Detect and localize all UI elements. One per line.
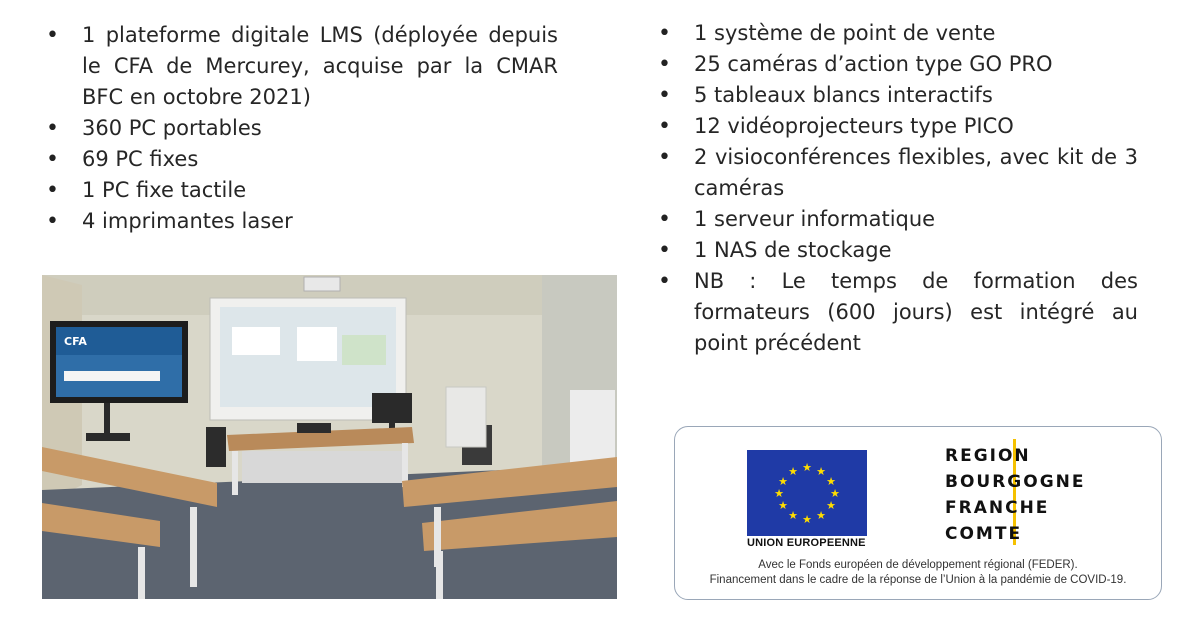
list-item: • 1 PC fixe tactile [40,175,558,206]
list-item: • 4 imprimantes laser [40,206,558,237]
list-item: • 12 vidéoprojecteurs type PICO [652,111,1138,142]
screen-label: CFA [64,335,87,348]
equipment-list-left [40,20,558,237]
feder-caption [675,558,1161,588]
feder-line-2: Financement dans le cadre de la réponse de l’Union à la pandémie de COVID-19. [709,574,1127,586]
list-item: • 360 PC portables [40,113,558,144]
svg-text:★: ★ [816,509,826,522]
svg-text:★: ★ [826,499,836,512]
svg-text:★: ★ [802,461,812,474]
svg-text:★: ★ [788,509,798,522]
list-item: • NB : Le temps de formation des formateurs (600 jours) est intégré au point précédent [652,266,1138,359]
list-item: • 5 tableaux blancs interactifs [652,80,1138,111]
region-line: COMTE [945,524,1023,544]
svg-text:★: ★ [778,475,788,488]
list-item: • 1 NAS de stockage [652,235,1138,266]
svg-text:★: ★ [788,465,798,478]
list-item: • 1 système de point de vente [652,18,1138,49]
svg-text:★: ★ [774,487,784,500]
svg-text:★: ★ [816,465,826,478]
list-item: • 25 caméras d’action type GO PRO [652,49,1138,80]
list-item: • 69 PC fixes [40,144,558,175]
eu-flag-icon [747,450,867,536]
svg-text:★: ★ [802,513,812,526]
svg-text:★: ★ [778,499,788,512]
list-item: • 2 visioconférences flexibles, avec kit de 3 caméras [652,142,1138,204]
funding-logos-panel [674,426,1162,600]
region-line: REGION [945,446,1031,466]
svg-text:★: ★ [830,487,840,500]
svg-text:★: ★ [826,475,836,488]
list-item: • 1 plateforme digitale LMS (déployée depuis le CFA de Mercurey, acquise par la CMAR BFC en octobre 2021) [40,20,558,113]
equipment-list-right [652,18,1138,359]
classroom-photo [42,275,617,599]
list-item: • 1 serveur informatique [652,204,1138,235]
feder-line-1: Avec le Fonds européen de développement régional (FEDER). [758,559,1078,571]
region-line: BOURGOGNE [945,472,1086,492]
region-line: FRANCHE [945,498,1050,518]
eu-label: UNION EUROPEENNE [747,537,866,549]
region-logo [945,443,1086,547]
